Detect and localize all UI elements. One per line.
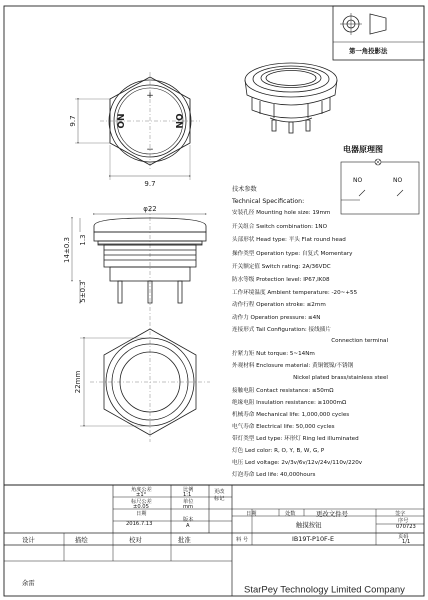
tb-part-no: IB19T-P10F-E (292, 535, 335, 543)
schematic-no-left: NO (353, 177, 363, 184)
spec-line: 动作力 Operation pressure: ≤4N (232, 315, 321, 321)
dim-head-height: 1.3 (79, 234, 87, 246)
tb-version-label: 版本 (183, 517, 194, 523)
spec-line: 工作环境温度 Ambient temperature: -20~+55 (232, 290, 358, 296)
schematic-no-right: NO (393, 177, 403, 184)
top-minus-symbol: − (146, 145, 154, 155)
spec-line: 开关额定值 Switch rating: 2A/36VDC (232, 264, 331, 270)
spec-line-cont: Nickel plated brass/stainless steel (293, 375, 388, 381)
tb-date-label: 日期 (136, 511, 147, 517)
projection-label: 第一角投影法 (349, 47, 388, 55)
tb-col-qty: 处数 (285, 511, 296, 517)
spec-line: 头部形状 Head type: 平头 Flat round head (232, 237, 346, 243)
sheet-border (4, 6, 424, 596)
spec-line: 操作类型 Operation type: 自复式 Momentary (232, 251, 353, 257)
spec-line: 带灯类型 Led type: 环形灯 Ring led illuminated (232, 436, 359, 442)
spec-line: 开关组合 Switch combination: 1NO (232, 224, 327, 230)
spec-title-en: Technical Specification: (232, 198, 305, 205)
tb-part-name: 触摸按钮 (296, 521, 322, 529)
isometric-view (245, 63, 337, 133)
spec-line: 灯泡寿命 Led life: 40,000hours (232, 472, 316, 478)
spec-line: 拧紧力矩 Nut torque: 5~14Nm (232, 351, 315, 357)
tb-col-doc: 更改文件号 (316, 510, 348, 518)
dim-overall-height: 14±0.3 (63, 237, 71, 263)
circuit-schematic (341, 159, 419, 214)
tb-version-value: A (186, 523, 190, 529)
tb-tol-value: ±0.05 (133, 504, 149, 510)
tb-approver: 批准 (178, 536, 191, 544)
tb-signer: 余雷 (22, 579, 35, 587)
projection-trapezoid-icon (370, 14, 386, 34)
tb-change-label2: 标记 (214, 496, 225, 502)
tb-pages-label: 页码 (398, 534, 409, 540)
tb-scale-value: 1:1 (183, 492, 192, 498)
spec-line: 外观材料 Enclosure material: 黄铜镀镍/不锈钢 (232, 363, 354, 369)
side-view (72, 208, 206, 320)
tb-size-value: ±1° (136, 492, 147, 498)
on-label-left: ON (117, 113, 127, 129)
bottom-view (80, 322, 210, 442)
tb-tol-label: 标尺公差 (131, 499, 152, 505)
spec-line-cont: Connection terminal (331, 338, 388, 344)
spec-line: 接触电阻 Contact resistance: ≤50mΩ (232, 388, 334, 394)
tb-change-label: 更改 (214, 489, 225, 495)
dim-hex-width: 9.7 (144, 180, 156, 188)
spec-line: 安装孔径 Mounting hole size: 19mm (232, 210, 331, 216)
tb-scale-label: 比例 (183, 487, 194, 493)
spec-line: 电气寿命 Electrical life: 50,000 cycles (232, 424, 335, 430)
dim-head-diameter: φ22 (143, 205, 157, 213)
dim-panel: 5±0.3 (79, 281, 87, 303)
tb-part-no-label: 料 号 (236, 537, 249, 543)
tb-pages-value: 1/1 (402, 539, 411, 545)
spec-line: 连接形式 Tail Configuration: 接线插片 (232, 327, 331, 333)
spec-line: 灯色 Led color: R, O, Y, B, W, G, P (232, 448, 325, 454)
dim-bottom-diameter: 22mm (74, 370, 82, 394)
spec-line: 绝缘电阻 Insulation resistance: ≥1000mΩ (232, 400, 347, 406)
tb-size-label: 角度公差 (131, 487, 152, 493)
spec-line: 防水等级 Protection level: IP67,IK08 (232, 277, 330, 283)
tb-designer: 设计 (22, 536, 35, 544)
tb-serial-value: 070723 (396, 524, 416, 530)
spec-line: 电压 Led voltage: 2v/3v/6v/12v/24v/110v/220v (232, 460, 363, 466)
spec-title-cn: 技术参数 (232, 186, 257, 193)
tb-unit-label: 单位 (183, 499, 194, 505)
tb-serial-label: 序号 (398, 518, 409, 524)
spec-line: 机械寿命 Mechanical life: 1,000,000 cycles (232, 412, 350, 418)
tb-checker: 校对 (129, 536, 142, 544)
tb-drafter: 描绘 (75, 536, 88, 544)
tb-col-date: 日期 (246, 511, 257, 517)
top-plus-symbol: + (146, 91, 154, 101)
schematic-title: 电器原理图 (343, 145, 383, 154)
company-name: StarPey Technology Limited Company (244, 584, 405, 596)
tb-date-value: 2016.7.13 (126, 521, 153, 527)
on-label-right: ON (173, 113, 183, 129)
dim-hex-height: 9.7 (69, 115, 77, 127)
spec-line: 动作行程 Operation stroke: ≤2mm (232, 302, 326, 308)
tb-unit-value: mm (183, 504, 194, 510)
tb-col-sign: 签字 (395, 511, 406, 517)
